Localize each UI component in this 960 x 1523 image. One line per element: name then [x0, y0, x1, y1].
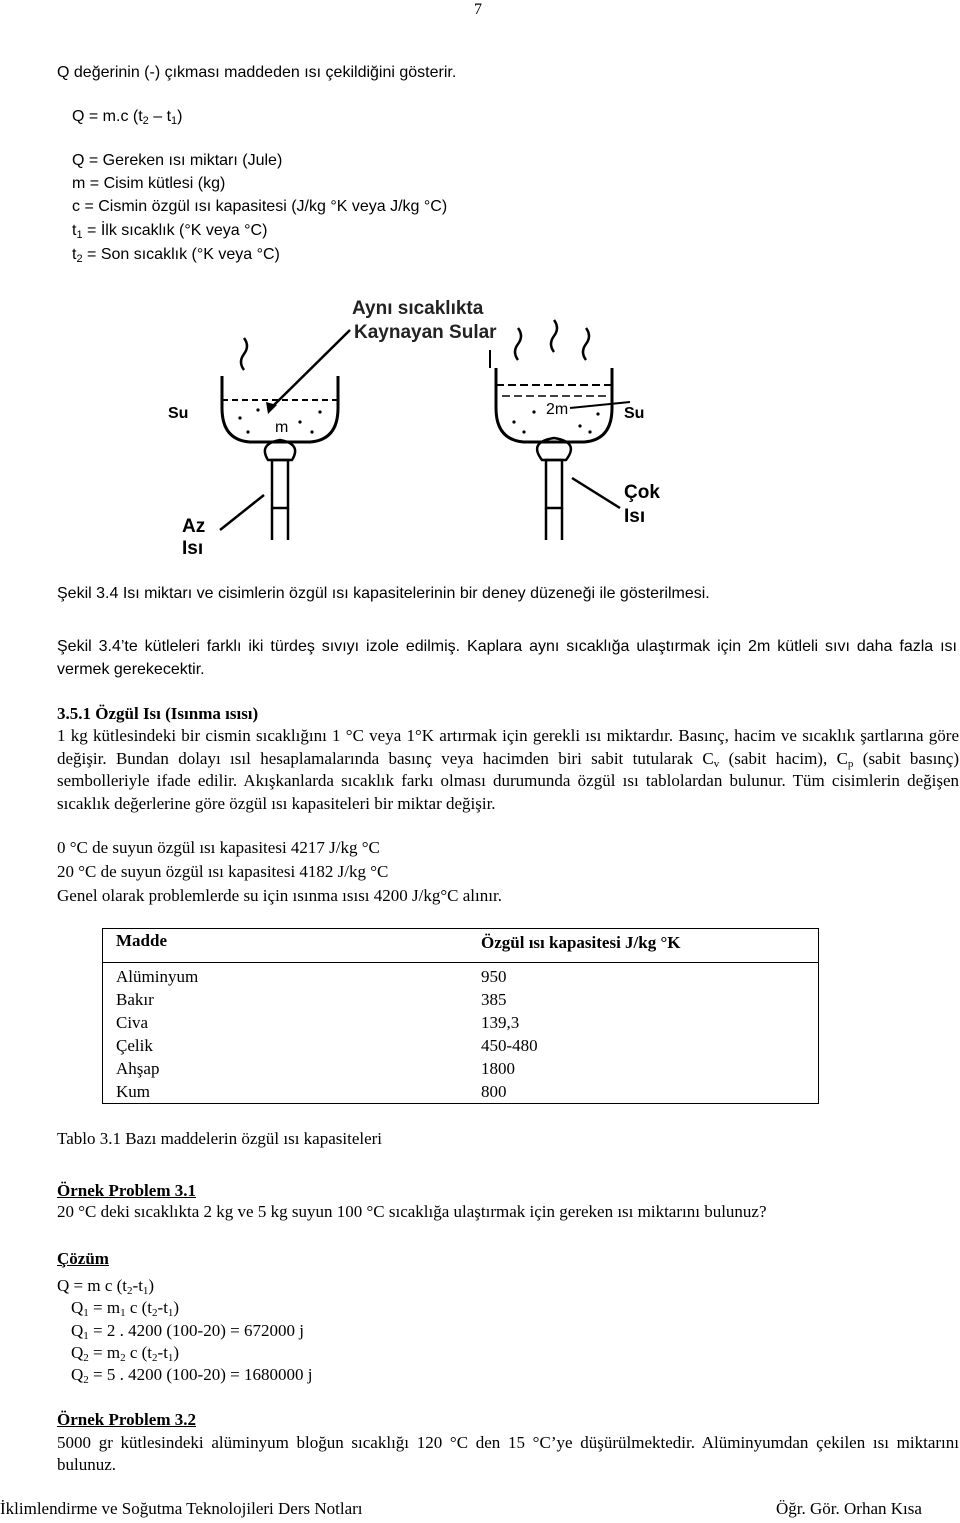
footer-course-title: İklimlendirme ve Soğutma Teknolojileri Ders Notları [0, 1499, 363, 1518]
section-heading: 3.5.1 Özgül Isı (Isınma ısısı) [57, 704, 259, 723]
figure-caption: Şekil 3.4 Isı miktarı ve cisimlerin özgül ısı kapasitelerinin bir deney düzeneği ile gösterilmesi. [57, 585, 710, 602]
low-heat-label-1: Az [182, 516, 206, 537]
solution-line-1: Q = m c $(t_2-t_1)$ [57, 1276, 155, 1297]
definition-t2: $t_2$ = Son sıcaklık (°K veya °C) [72, 246, 280, 265]
table-caption: Tablo 3.1 Bazı maddelerin özgül ısı kapasiteleri [57, 1129, 383, 1148]
water-capacity-0c: 0 °C de suyun özgül ısı kapasitesi 4217 J/kg °C [57, 838, 380, 857]
table-row [103, 1057, 818, 1080]
left-beaker [220, 338, 338, 540]
low-heat-label-2: Isı [182, 538, 204, 559]
table-cell-value: 800 [481, 1082, 507, 1101]
solution-line-5: $Q_2 = 5$ . 4200 (100-20) = 1680000 j [71, 1365, 313, 1386]
right-mass-label: 2m [546, 401, 569, 418]
definition-t1: $t_1$ = İlk sıcaklık (°K veya °C) [72, 222, 268, 241]
table-cell-value: 450-480 [481, 1036, 538, 1055]
page-number: 7 [474, 1, 482, 18]
table-row [103, 1080, 818, 1103]
table-cell-value: 139,3 [481, 1013, 520, 1032]
table-cell-material: Kum [116, 1082, 150, 1101]
footer-author: Öğr. Gör. Orhan Kısa [776, 1499, 922, 1518]
solution-line-4: $Q_2 = m_2$ c $(t_2-t_1)$ [71, 1343, 180, 1364]
boiling-experiment-figure [160, 290, 680, 565]
specific-heat-table [102, 928, 819, 1104]
table-row [103, 1011, 818, 1034]
example2-title: Örnek Problem 3.2 [57, 1410, 196, 1429]
left-water-label: Su [168, 405, 189, 422]
general-note: Genel olarak problemlerde su için ısınma ısısı 4200 J/kg°C alınır. [57, 886, 502, 905]
figure-title-line1: Aynı sıcaklıkta [352, 298, 484, 319]
left-mass-label: m [275, 419, 289, 436]
definition-c: c = Cismin özgül ısı kapasitesi (J/kg °K veya J/kg °C) [72, 198, 448, 215]
table-cell-material: Alüminyum [116, 967, 199, 986]
section-paragraph: 1 kg kütlesindeki bir cismin sıcaklığını 1 °C veya 1°K artırmak için gerekli ısı miktardır. Basınç, hacim ve sıcaklık şartlarına göre değişir. Bundan dolayı ısıl hesaplamalarında basınç veya hacimden biri sabit tutularak $C_v$ (sabit hacim), $C_p$ (sabit basınç) sembolleriyle ifade edilir. Akışkanlarda sıcaklık farkı olması durumunda özgül ısı tablolardan bulunur. Tüm cisimlerin değişen sıcaklık değerlerine göre özgül ısı kapasiteleri bir miktar değişir. [57, 726, 960, 813]
solution-title: Çözüm [57, 1249, 109, 1268]
figure-paragraph: Şekil 3.4’te kütleleri farklı iki türdeş sıvıyı izole edilmiş. Kaplara aynı sıcaklığa ulaştırmak için 2m kütleli sıvı daha fazla ısı vermek gerekecektir. [57, 638, 957, 678]
solution-line-3: $Q_1 = 2$ . 4200 (100-20) = 672000 j [71, 1321, 304, 1342]
table-row [103, 1034, 818, 1057]
table-row [103, 988, 818, 1011]
table-header-capacity: Özgül ısı kapasitesi J/kg °K [481, 933, 681, 952]
table-cell-value: 950 [481, 967, 507, 986]
example1-title: Örnek Problem 3.1 [57, 1181, 196, 1200]
table-header [103, 929, 818, 963]
example2-question: 5000 gr kütlesindeki alüminyum bloğun sıcaklığı 120 °C den 15 °C’ye düşürülmektedir. Alüminyumdan çekilen ısı miktarını bulunuz. [57, 1433, 959, 1474]
definition-q: Q = Gereken ısı miktarı (Jule) [72, 152, 283, 169]
definition-m: m = Cisim kütlesi (kg) [72, 175, 226, 192]
water-capacity-20c: 20 °C de suyun özgül ısı kapasitesi 4182 J/kg °C [57, 862, 389, 881]
experiment-diagram [160, 290, 680, 565]
table-cell-material: Ahşap [116, 1059, 160, 1078]
table-cell-material: Civa [116, 1013, 149, 1032]
table-cell-value: 385 [481, 990, 507, 1009]
table-header-material: Madde [116, 931, 167, 950]
right-beaker [496, 320, 630, 540]
high-heat-label-2: Isı [624, 506, 646, 527]
solution-line-2: $Q_1 = m_1$ c $(t_2-t_1)$ [71, 1298, 180, 1319]
figure-title-line2: Kaynayan Sular [354, 322, 497, 343]
table-cell-material: Bakır [116, 990, 154, 1009]
high-heat-label-1: Çok [624, 482, 660, 503]
table-row [103, 965, 818, 988]
negative-q-note: Q değerinin (-) çıkması maddeden ısı çekildiğini gösterir. [57, 64, 457, 81]
right-water-label: Su [624, 405, 645, 422]
example1-question: 20 °C deki sıcaklıkta 2 kg ve 5 kg suyun 100 °C sıcaklığa ulaştırmak için gereken ısı miktarını bulunuz? [57, 1202, 767, 1221]
table-cell-value: 1800 [481, 1059, 515, 1078]
table-cell-material: Çelik [116, 1036, 153, 1055]
heat-formula: Q = m.c $(t_2 - t_1)$ [72, 108, 183, 127]
